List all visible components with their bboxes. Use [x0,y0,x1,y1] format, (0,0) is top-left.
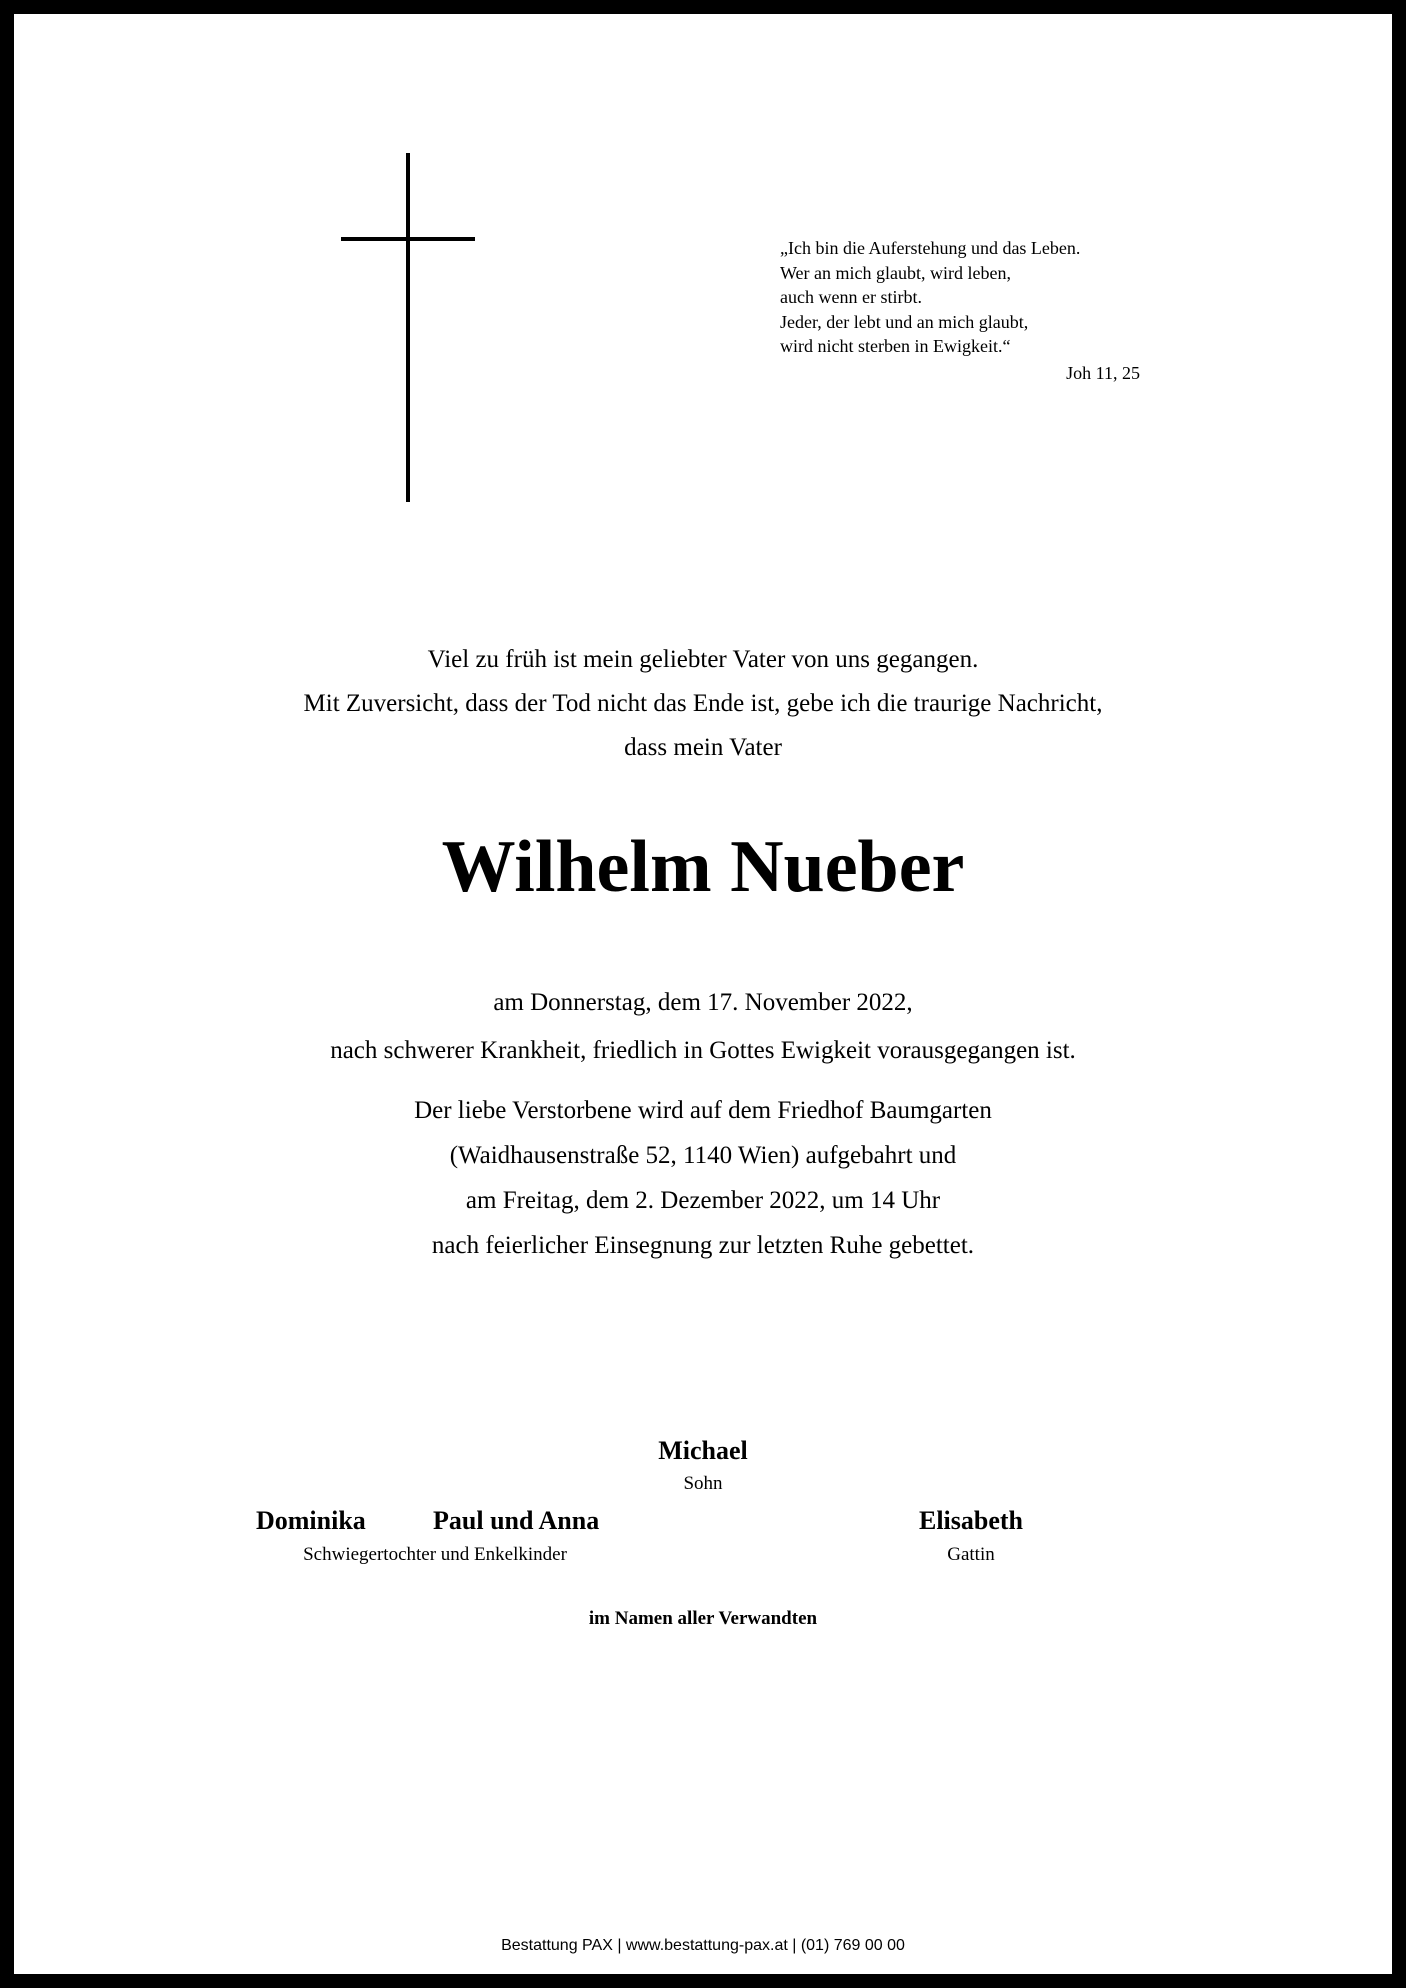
mourner-son-role: Sohn [683,1473,723,1494]
verse-line: „Ich bin die Auferstehung und das Leben. [780,238,1081,258]
intro-text [0,638,1406,770]
passing-line: nach schwerer Krankheit, friedlich in Gottes Ewigkeit vorausgegangen ist. [330,1037,1076,1064]
burial-line: am Freitag, dem 2. Dezember 2022, um 14 Uhr [465,1187,941,1214]
cross-vertical-bar [406,153,410,502]
mourner-family-role: Schwiegertochter und Enkelkinder [303,1544,567,1565]
verse-line: Wer an mich glaubt, wird leben, [780,262,1011,283]
mourner-son-name: Michael [658,1436,748,1465]
deceased-name: Wilhelm Nueber [441,826,965,908]
burial-line: nach feierlicher Einsegnung zur letzten Ruhe gebettet. [431,1232,975,1259]
verse-line: auch wenn er stirbt. [780,287,922,307]
verse-reference: Joh 11, 25 [1066,362,1140,383]
intro-line: dass mein Vater [624,734,782,761]
intro-line: Viel zu früh ist mein geliebter Vater von uns gegangen. [427,646,979,673]
burial-line: Der liebe Verstorbene wird auf dem Friedhof Baumgarten [414,1097,992,1124]
mourner-grandchildren-name: Paul und Anna [433,1506,600,1535]
passing-text [0,979,1406,1075]
mourner-daughter-in-law-name: Dominika [256,1506,366,1535]
passing-line: am Donnerstag, dem 17. November 2022, [493,989,913,1016]
burial-text [0,1088,1406,1268]
mourner-wife-role: Gattin [947,1544,995,1565]
cross-horizontal-bar [341,237,475,241]
burial-line: (Waidhausenstraße 52, 1140 Wien) aufgebahrt und [449,1142,957,1169]
verse-line: wird nicht sterben in Ewigkeit.“ [780,336,1011,356]
mourner-wife-name: Elisabeth [918,1506,1024,1535]
bible-verse [780,236,1140,385]
intro-line: Mit Zuversicht, dass der Tod nicht das Ende ist, gebe ich die traurige Nachricht, [303,690,1103,717]
footer-contact: Bestattung PAX | www.bestattung-pax.at | (01) 769 00 00 [501,1937,905,1954]
closing-line: im Namen aller Verwandten [588,1608,818,1629]
verse-line: Jeder, der lebt und an mich glaubt, [780,311,1029,332]
